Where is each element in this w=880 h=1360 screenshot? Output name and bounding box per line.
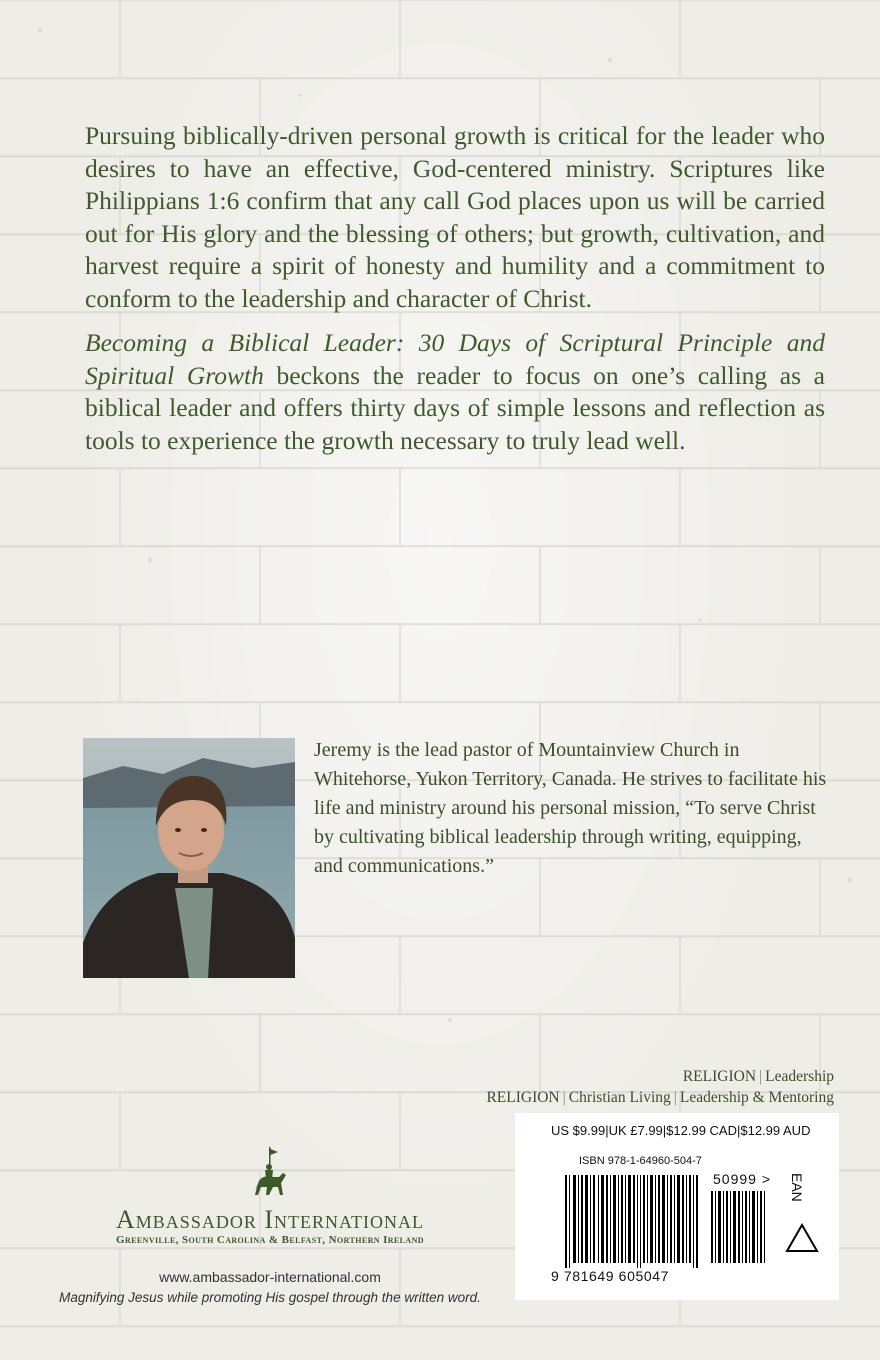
publisher-url[interactable]: www.ambassador-international.com (159, 1269, 381, 1285)
barcode-digits: 9 781649 605047 (551, 1268, 669, 1284)
author-photo (83, 738, 295, 978)
publisher-location: Greenville, South Carolina & Belfast, Northern Ireland (116, 1234, 424, 1246)
price-list: US $9.99|UK £7.99|$12.99 CAD|$12.99 AUD (551, 1123, 811, 1138)
publisher-name: Ambassador International (116, 1205, 424, 1234)
ean-label: EAN (789, 1173, 805, 1202)
back-cover-blurb (85, 120, 825, 469)
blurb-paragraph-2-text: beckons the reader to focus on one’s calling as a biblical leader and offers thirty days of simple lessons and reflection as tools to experience the growth necessary to truly lead well. (85, 360, 825, 455)
triangle-icon (787, 1225, 817, 1251)
bisac-categories (486, 1066, 834, 1108)
blurb-paragraph-1: Pursuing biblically-driven personal growth is critical for the leader who desires to have an effective, God-centered ministry. Scriptures like Philippians 1:6 confirm that any call God places upon us will be carried out for His glory and the blessing of others; but growth, cultivation, and harvest require a spirit of honesty and humility and a commitment to conform to the leadership and character of Christ. (85, 121, 825, 313)
author-bio: Jeremy is the lead pastor of Mountainview Church in Whitehorse, Yukon Territory, Canada. He strives to facilitate his life and ministry around his personal mission, “To serve Christ by cultivating biblical leadership through writing, equipping, and communications.” (314, 739, 827, 877)
barcode-panel (515, 1113, 839, 1300)
knight-logo-icon (245, 1147, 295, 1203)
publisher-tagline: Magnifying Jesus while promoting His gospel through the written word. (59, 1290, 481, 1305)
isbn-text: ISBN 978-1-64960-504-7 (579, 1155, 702, 1167)
blurb-paragraph-2 (85, 327, 825, 457)
category-line-1: RELIGION | Leadership (682, 1068, 834, 1085)
category-line-2: RELIGION | Christian Living | Leadership & Mentoring (486, 1089, 834, 1106)
publisher-block (50, 1145, 490, 1305)
book-title: Becoming a Biblical Leader: 30 Days of Scriptural Principle and Spiritual Growth (85, 328, 825, 390)
barcode-supplement: 50999 > (713, 1171, 771, 1187)
